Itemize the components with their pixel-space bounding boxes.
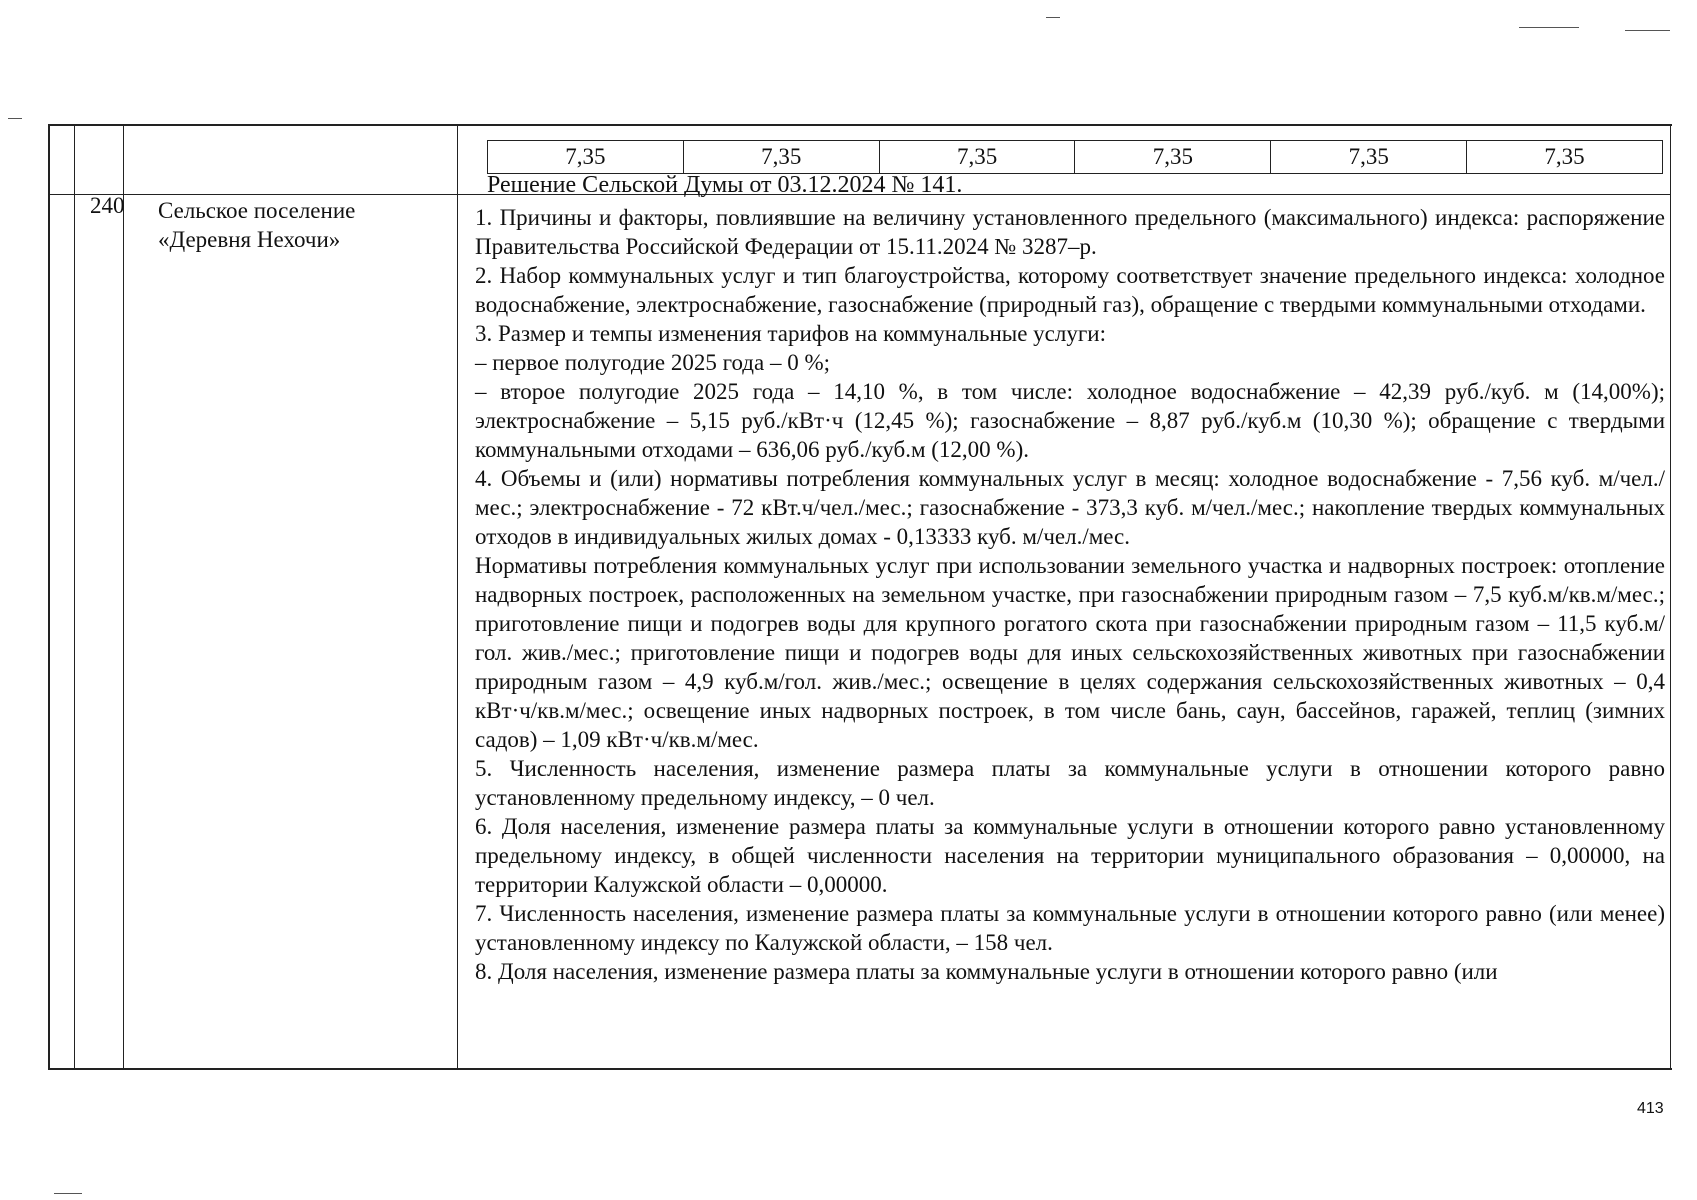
value-cell: 7,35	[1271, 141, 1467, 173]
paragraph: Нормативы потребления коммунальных услуг при использовании земельного участка и надворных построек: отопление надворных построек, расположенных на земельном участке, при газоснабжении природным газом – 7,5 куб.м/кв.м/мес.; приготовление пищи и подогрев воды для крупного рогатого скота при газоснабжении природным газом – 11,5 куб.м/гол. жив./мес.; приготовление пищи и подогрев воды для иных сельскохозяйственных животных при газоснабжении природным газом – 4,9 куб.м/гол. жив./мес.; освещение в целях содержания сельскохозяйственных животных – 0,4 кВт·ч/кв.м/мес.; освещение иных надворных построек, в том числе бань, саун, бассейнов, гаражей, теплиц (зимних садов) – 1,09 кВт·ч/кв.м/мес.	[475, 553, 1665, 752]
column-divider	[1670, 124, 1671, 1068]
settlement-name	[158, 196, 448, 254]
paragraph: 5. Численность населения, изменение размера платы за коммунальные услуги в отношении которого равно установленному предельному индексу, – 0 чел.	[475, 756, 1665, 810]
scan-mark	[1625, 30, 1670, 31]
paragraph: 8. Доля населения, изменение размера платы за коммунальные услуги в отношении которого равно (или	[475, 959, 1498, 984]
row-content	[475, 203, 1665, 986]
paragraph: 4. Объемы и (или) нормативы потребления коммунальных услуг в месяц: холодное водоснабжение - 7,56 куб. м/чел./мес.; электроснабжение - 72 кВт.ч/чел./мес.; газоснабжение - 373,3 куб. м/чел./мес.; накопление твердых коммунальных отходов в индивидуальных жилых домах - 0,13333 куб. м/чел./мес.	[475, 466, 1665, 549]
value-cell: 7,35	[1544, 144, 1585, 169]
paragraph: 1. Причины и факторы, повлиявшие на величину установленного предельного (максимального) индекса: распоряжение Правительства Российской Федерации от 15.11.2024 № 3287–р.	[475, 205, 1665, 259]
value-cell: 7,35	[488, 141, 684, 173]
prev-row-values-table	[487, 140, 1663, 174]
paragraph: 6. Доля населения, изменение размера платы за коммунальные услуги в отношении которого равно установленному предельному индексу, в общей численности населения на территории муниципального образования – 0,00000, на территории Калужской области – 0,00000.	[475, 814, 1665, 897]
paragraph: 2. Набор коммунальных услуг и тип благоустройства, которому соответствует значение предельного индекса: холодное водоснабжение, электроснабжение, газоснабжение (природный газ), обращение с твердыми коммунальными отходами.	[475, 263, 1665, 317]
paragraph: – первое полугодие 2025 года – 0 %;	[475, 350, 831, 375]
scan-mark	[1519, 27, 1579, 28]
settlement-line: Сельское поселение	[158, 198, 356, 223]
scan-mark	[54, 1193, 82, 1194]
column-divider	[74, 124, 75, 1068]
column-divider	[457, 124, 458, 1068]
paragraph: 7. Численность населения, изменение размера платы за коммунальные услуги в отношении которого равно (или менее) установленному индексу по Калужской области, – 158 чел.	[475, 901, 1665, 955]
value-cell: 7,35	[684, 141, 880, 173]
page-number: 413	[1637, 1100, 1664, 1117]
paragraph: 3. Размер и темпы изменения тарифов на коммунальные услуги:	[475, 321, 1106, 346]
scan-mark	[1046, 17, 1060, 18]
value-cell: 7,35	[880, 141, 1076, 173]
settlement-line: «Деревня Нехочи»	[158, 227, 341, 252]
row-number: 240	[90, 193, 125, 218]
paragraph: – второе полугодие 2025 года – 14,10 %, в том числе: холодное водоснабжение – 42,39 руб./куб. м (14,00%); электроснабжение – 5,15 руб./кВт·ч (12,45 %); газоснабжение – 8,87 руб./куб.м (10,30 %); обращение с твердыми коммунальными отходами – 636,06 руб./куб.м (12,00 %).	[475, 379, 1665, 462]
scan-mark	[8, 118, 22, 119]
value-cell: 7,35	[1075, 141, 1271, 173]
column-divider	[123, 124, 124, 1068]
decision-text: Решение Сельской Думы от 03.12.2024 № 141.	[487, 172, 963, 198]
